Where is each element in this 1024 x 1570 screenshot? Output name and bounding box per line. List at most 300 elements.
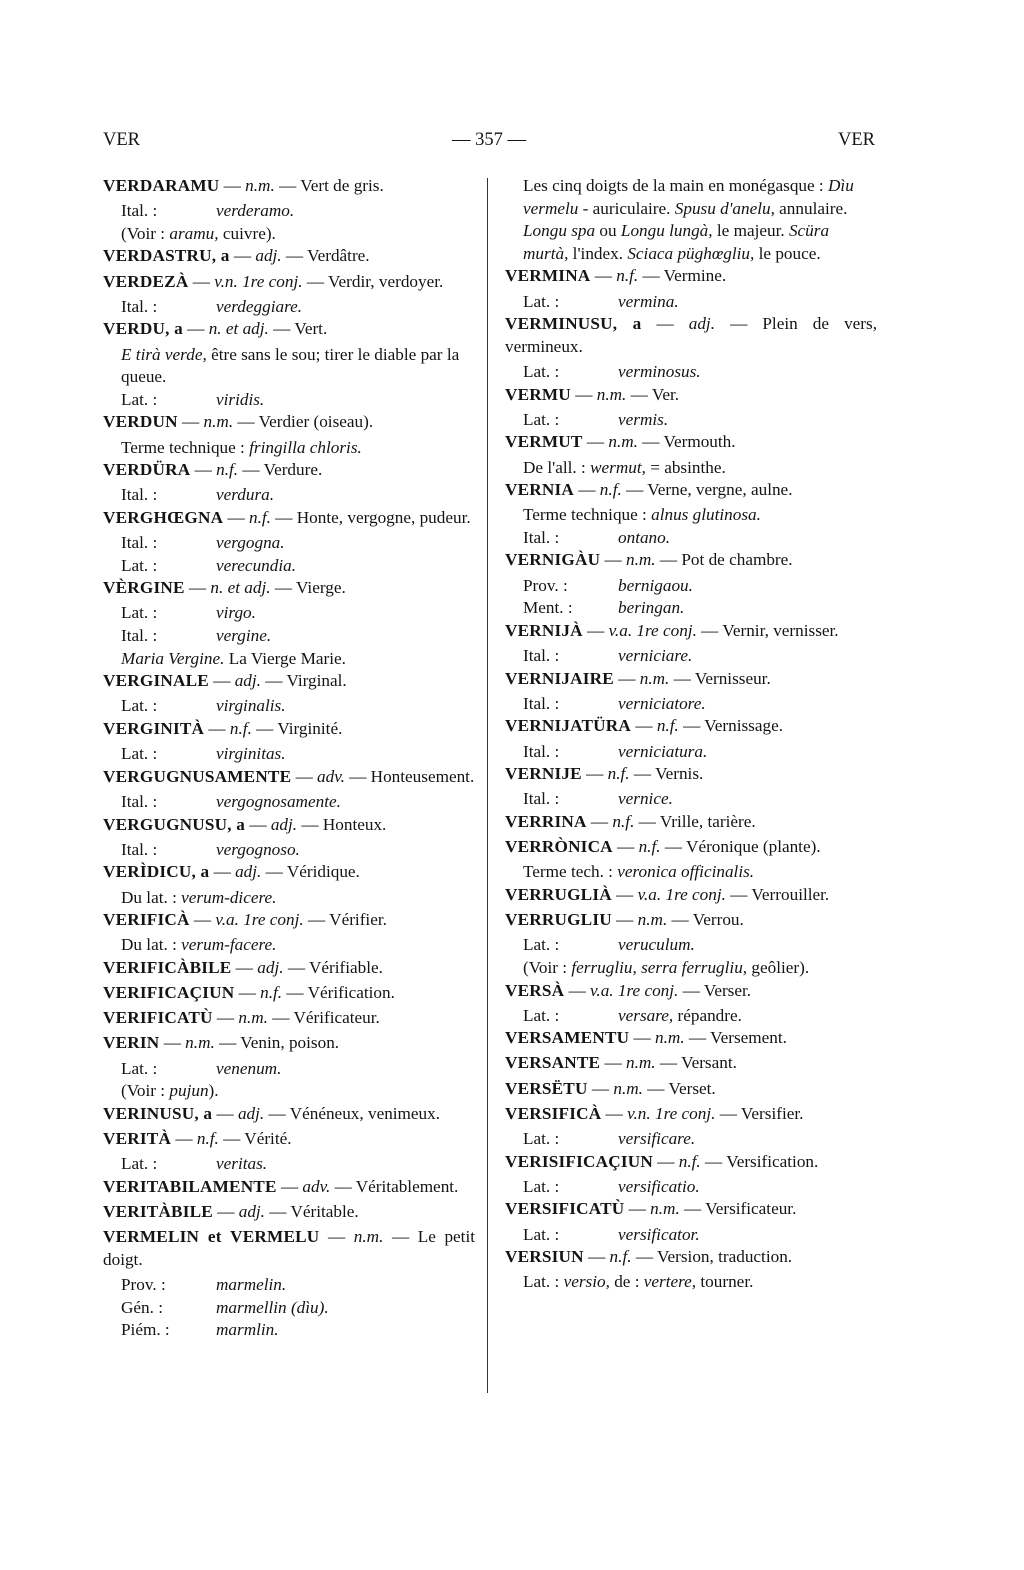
entry-definition: Verdâtre.: [307, 246, 370, 266]
note-italic-term: ferrugliu, serra ferrugliu,: [571, 957, 748, 977]
entry-headword: VERDARAMU: [103, 176, 220, 195]
etymology-label: Lat. :: [523, 291, 560, 311]
grammatical-category: n.m.: [625, 1053, 656, 1073]
note-text: cuivre).: [218, 223, 276, 243]
entry-headword: VERMELIN et VERMELU: [103, 1227, 320, 1247]
etymology-line: [103, 484, 475, 507]
grammatical-category: n.m.: [655, 1028, 685, 1048]
entry-definition: Honteux.: [322, 814, 387, 834]
etymology-label: Lat. :: [523, 361, 560, 381]
etymology-label: Ital. :: [523, 741, 560, 761]
entry-headword: VERSAMENTU: [505, 1028, 630, 1048]
entry-headword: VERGINALE: [103, 671, 209, 691]
note-line: [505, 504, 877, 527]
etymology-label: Ment. :: [523, 598, 573, 618]
dictionary-entry: VERSAMENTU — n.m. — Versement.: [505, 1028, 787, 1048]
dictionary-entry: VERNIA — n.f. — Verne, vergne, aulne.: [505, 480, 793, 500]
grammatical-category: n.m.: [639, 668, 670, 688]
entry-headword: VERNIGÀU: [505, 550, 601, 570]
etymology-word: verecundia.: [216, 555, 297, 575]
grammatical-category: adj.: [257, 957, 284, 977]
entry-headword: VERIFICATÙ: [103, 1008, 213, 1028]
grammatical-category: n.m.: [245, 176, 275, 195]
grammatical-category: n.m.: [608, 432, 638, 452]
entry-headword: VERRUGLIÀ: [505, 884, 612, 904]
dictionary-entry: VERDUN — n.m. — Verdier (oiseau).: [103, 412, 374, 432]
etymology-label: Ital. :: [121, 626, 158, 646]
grammatical-category: adj.: [688, 314, 715, 334]
etymology-label: Lat. :: [121, 696, 158, 716]
entry-definition: Vérifier.: [329, 910, 387, 930]
note-line: [103, 934, 475, 957]
etymology-note: répandre.: [673, 1005, 742, 1025]
entry-headword: VERGUGNUSU, a: [103, 814, 246, 834]
entry-definition: Verne, vergne, aulne.: [647, 480, 793, 500]
entry-definition: Versement.: [710, 1028, 787, 1048]
entry-definition: Honte, vergogne, pudeur.: [296, 507, 471, 527]
entry-headword: VERMUT: [505, 432, 583, 452]
etymology-line: [103, 1058, 475, 1081]
entry-definition: Véronique (plante).: [686, 837, 821, 857]
entry-headword: VERNIJATÜRA: [505, 716, 632, 736]
italic-term: Scüra murtà,: [523, 221, 830, 263]
italic-term: versio,: [563, 1272, 610, 1292]
etymology-line: [103, 1319, 475, 1342]
grammatical-category: v.a. 1re conj.: [637, 884, 726, 904]
example-expression: E tirà verde,: [121, 344, 207, 364]
dictionary-entry: VERMINA — n.f. — Vermine.: [505, 266, 727, 286]
left-column: [103, 175, 475, 1342]
etymology-line: [103, 1153, 475, 1176]
entry-definition: Versification.: [726, 1151, 819, 1171]
grammatical-category: n.f.: [678, 1151, 701, 1171]
note-text: Du lat. :: [121, 887, 182, 907]
entry-headword: VERDASTRU, a: [103, 246, 230, 266]
etymology-line: [103, 743, 475, 766]
etymology-word: veruculum.: [618, 935, 695, 955]
entry-definition: Verdier (oiseau).: [258, 412, 374, 432]
etymology-line: [103, 296, 475, 319]
grammatical-category: n.f.: [196, 1129, 219, 1149]
etymology-line: [103, 532, 475, 555]
entry-definition: Virginal.: [286, 671, 347, 691]
dictionary-entry: VERNIJÀ — v.a. 1re conj. — Vernir, vernisser.: [505, 620, 839, 640]
example-translation: La Vierge Marie.: [224, 648, 346, 668]
etymology-word: veritas.: [216, 1154, 268, 1174]
column-divider: [487, 178, 488, 1393]
etymology-line: [103, 695, 475, 718]
dictionary-entry: VERNIJE — n.f. — Vernis.: [505, 764, 704, 784]
example-phrase: [103, 648, 475, 671]
dictionary-entry: VERGUGNUSAMENTE — adv. — Honteusement.: [103, 766, 475, 786]
grammatical-category: n.f.: [260, 983, 283, 1003]
entry-headword: VERGINITÀ: [103, 719, 205, 738]
grammatical-category: n.m.: [637, 910, 668, 930]
etymology-word: viridis.: [216, 389, 265, 409]
italic-term: Longu lungà,: [620, 221, 713, 241]
entry-definition: Vrille, tarière.: [659, 811, 756, 831]
dictionary-entry: VERINUSU, a — adj. — Vénéneux, venimeux.: [103, 1103, 441, 1123]
dictionary-entry: VERSÀ — v.a. 1re conj. — Verser.: [505, 980, 752, 1000]
italic-term: Longu spa: [523, 221, 596, 241]
entry-definition: Vernir, vernisser.: [722, 620, 839, 640]
entry-definition: Venin, poison.: [240, 1033, 340, 1053]
etymology-label: Lat. :: [121, 1154, 158, 1174]
etymology-word: virginitas.: [216, 744, 286, 764]
grammatical-category: v.n. 1re conj.: [214, 271, 303, 291]
dictionary-entry: VERITÀBILE — adj. — Véritable.: [103, 1202, 359, 1221]
dictionary-entry: VERIFICÀ — v.a. 1re conj. — Vérifier.: [103, 910, 387, 930]
etymology-line: [505, 409, 877, 432]
etymology-label: Lat. :: [523, 1129, 560, 1149]
note-line: [505, 957, 877, 980]
grammatical-category: adj.: [238, 1202, 265, 1221]
dictionary-entry: VERSANTE — n.m. — Versant.: [505, 1053, 737, 1073]
etymology-line: [505, 788, 877, 811]
entry-headword: VÈRGINE: [103, 578, 185, 598]
etymology-word: ontano.: [618, 527, 671, 547]
entry-definition: Vénéneux, venimeux.: [289, 1103, 441, 1123]
etymology-label: Ital. :: [523, 693, 560, 713]
entry-definition: Vierge.: [296, 578, 346, 598]
dictionary-entry: VERIFICAÇIUN — n.f. — Vérification.: [103, 983, 395, 1003]
etymology-word: versificatio.: [618, 1176, 700, 1196]
etymology-line: [103, 791, 475, 814]
etymology-word: bernigaou.: [618, 575, 693, 595]
etymology-label: Ital. :: [121, 791, 158, 811]
etymology-line: [505, 1176, 877, 1199]
dictionary-entry: VERDASTRU, a — adj. — Verdâtre.: [103, 246, 370, 266]
note-italic-term: verum-dicere.: [181, 887, 277, 907]
etymology-line: [103, 1297, 475, 1320]
etymology-line: [103, 555, 475, 578]
etymology-line: [103, 200, 475, 223]
note-line: [505, 457, 877, 480]
etymology-label: Lat. :: [121, 555, 158, 575]
note-line: [103, 1080, 475, 1103]
dictionary-entry: VERMU — n.m. — Ver.: [505, 384, 680, 404]
etymology-line: [103, 839, 475, 862]
entry-headword: VERGUGNUSAMENTE: [103, 766, 292, 786]
etymology-label: Lat. :: [523, 1224, 560, 1244]
right-column: [505, 175, 877, 1294]
dictionary-entry: VERIN — n.m. — Venin, poison.: [103, 1033, 340, 1053]
etymology-line: [505, 741, 877, 764]
entry-definition: Véritable.: [290, 1202, 359, 1221]
etymology-word: verniciatura.: [618, 741, 708, 761]
note-line: [103, 437, 475, 460]
entry-definition: Vert de gris.: [300, 176, 384, 195]
grammatical-category: v.a. 1re conj.: [215, 910, 304, 930]
etymology-word: virgo.: [216, 603, 256, 623]
etymology-word: verniciare.: [618, 646, 693, 666]
grammatical-category: n.f.: [656, 716, 679, 736]
entry-headword: VERNIJÀ: [505, 620, 583, 640]
entry-definition: Vermouth.: [663, 432, 736, 452]
dictionary-entry: VERSIFICÀ — v.n. 1re conj. — Versifier.: [505, 1103, 804, 1123]
etymology-label: Ital. :: [121, 839, 158, 859]
paragraph-text: le majeur.: [712, 221, 789, 241]
entry-headword: VERIFICÀ: [103, 910, 190, 930]
dictionary-entry: VERISIFICAÇIUN — n.f. — Versification.: [505, 1151, 819, 1171]
dictionary-entry: VERDÜRA — n.f. — Verdure.: [103, 460, 323, 480]
entry-definition: Versificateur.: [705, 1199, 797, 1219]
etymology-line: [103, 602, 475, 625]
note-line: [103, 887, 475, 910]
entry-definition: Verdure.: [263, 460, 323, 480]
etymology-label: Lat. :: [121, 1058, 158, 1078]
etymology-word: vergine.: [216, 626, 272, 646]
italic-term: Dìu vermelu: [523, 176, 854, 218]
dictionary-entry: VERMELIN et VERMELU — n.m. — Le petit doigt.: [103, 1227, 475, 1269]
entry-definition: Version, traduction.: [657, 1247, 793, 1267]
italic-term: Sciaca püghœgliu,: [627, 243, 755, 263]
etymology-word: vergognosamente.: [216, 791, 341, 811]
page-number: — 357 —: [452, 130, 526, 150]
entry-headword: VERRINA: [505, 811, 587, 831]
entry-headword: VERGHŒGNA: [103, 507, 224, 527]
etymology-word: versificator.: [618, 1224, 700, 1244]
rich-paragraph: [505, 1271, 877, 1294]
etymology-word: verderamo.: [216, 201, 295, 221]
dictionary-entry: VERGINITÀ — n.f. — Virginité.: [103, 719, 343, 738]
entry-definition: Vérification.: [307, 983, 395, 1003]
etymology-label: Lat. :: [121, 603, 158, 623]
entry-definition: Pot de chambre.: [681, 550, 793, 570]
entry-definition: Ver.: [651, 384, 680, 404]
paragraph-text: tourner.: [696, 1272, 754, 1292]
entry-headword: VERIN: [103, 1033, 160, 1053]
note-text: Terme tech. :: [523, 862, 618, 882]
entry-definition: Véridique.: [286, 862, 360, 882]
grammatical-category: adj.: [235, 862, 262, 882]
note-italic-term: verum-facere.: [181, 935, 277, 955]
etymology-label: Prov. :: [523, 575, 568, 595]
dictionary-entry: VERGUGNUSU, a — adj. — Honteux.: [103, 814, 387, 834]
paragraph-text: ou: [595, 221, 621, 241]
dictionary-entry: VERÌDICU, a — adj. — Véridique.: [103, 862, 360, 882]
etymology-label: Ital. :: [523, 527, 560, 547]
note-italic-term: fringilla chloris.: [249, 437, 362, 457]
entry-headword: VERSËTU: [505, 1078, 588, 1098]
entry-definition: Verset.: [668, 1078, 716, 1098]
etymology-word: vergogna.: [216, 533, 285, 553]
dictionary-entry: VERIFICÀBILE — adj. — Vérifiable.: [103, 957, 383, 977]
etymology-word: marmlin.: [216, 1320, 279, 1340]
dictionary-entry: VERIFICATÙ — n.m. — Vérificateur.: [103, 1008, 380, 1028]
paragraph-text: annulaire.: [774, 198, 848, 218]
etymology-line: [103, 625, 475, 648]
entry-definition: Vert.: [294, 319, 328, 339]
grammatical-category: v.a. 1re conj.: [590, 980, 679, 1000]
entry-definition: Vernis.: [655, 764, 704, 784]
dictionary-entry: VERNIJAIRE — n.m. — Vernisseur.: [505, 668, 771, 688]
entry-definition: Plein de vers, vermineux.: [505, 314, 878, 356]
entry-headword: VERINUSU, a: [103, 1103, 213, 1123]
rich-paragraph: [505, 175, 877, 265]
dictionary-entry: VERMINUSU, a — adj. — Plein de vers, vermineux.: [505, 314, 878, 356]
dictionary-entry: VERSIUN — n.f. — Version, traduction.: [505, 1247, 793, 1267]
grammatical-category: n.m.: [185, 1033, 215, 1053]
grammatical-category: n.f.: [249, 507, 271, 527]
etymology-label: Lat. :: [523, 1176, 560, 1196]
dictionary-entry: VERITABILAMENTE — adv. — Véritablement.: [103, 1176, 459, 1196]
entry-definition: Verrouiller.: [751, 884, 830, 904]
grammatical-category: n.f.: [599, 480, 622, 500]
note-line: [103, 223, 475, 246]
note-italic-term: alnus glutinosa.: [651, 505, 761, 525]
dictionary-entry: VERRÒNICA — n.f. — Véronique (plante).: [505, 837, 821, 857]
note-text: ).: [208, 1081, 219, 1101]
note-text: (Voir :: [523, 957, 572, 977]
grammatical-category: n.m.: [203, 412, 234, 432]
etymology-word: vermina.: [618, 291, 679, 311]
dictionary-entry: VERNIGÀU — n.m. — Pot de chambre.: [505, 550, 793, 570]
etymology-word: virginalis.: [216, 696, 286, 716]
etymology-line: [505, 361, 877, 384]
dictionary-entry: VERGINALE — adj. — Virginal.: [103, 671, 347, 691]
entry-headword: VERRUGLIU: [505, 910, 612, 930]
etymology-word: verdura.: [216, 485, 275, 505]
etymology-line: [505, 645, 877, 668]
grammatical-category: n.f.: [229, 719, 252, 738]
etymology-line: [505, 1005, 877, 1028]
entry-definition: Vernissage.: [704, 716, 784, 736]
etymology-line: [505, 575, 877, 598]
grammatical-category: n.m.: [625, 550, 656, 570]
grammatical-category: adv.: [302, 1176, 331, 1196]
note-text: (Voir :: [121, 223, 170, 243]
note-text: Terme technique :: [121, 437, 250, 457]
etymology-line: [505, 597, 877, 620]
entry-headword: VERIFICAÇIUN: [103, 983, 235, 1003]
etymology-line: [103, 1274, 475, 1297]
etymology-word: versificare.: [618, 1129, 696, 1149]
grammatical-category: n.f.: [607, 764, 630, 784]
entry-headword: VERSÀ: [505, 980, 565, 1000]
etymology-line: [505, 1128, 877, 1151]
etymology-line: [505, 934, 877, 957]
dictionary-entry: VERRINA — n.f. — Vrille, tarière.: [505, 811, 756, 831]
italic-term: vertere,: [643, 1272, 697, 1292]
entry-headword: VERNIJE: [505, 764, 582, 784]
entry-definition: Versifier.: [740, 1103, 804, 1123]
etymology-label: Prov. :: [121, 1274, 166, 1294]
etymology-label: Ital. :: [121, 485, 158, 505]
entry-headword: VERNIJAIRE: [505, 668, 614, 688]
grammatical-category: n.m.: [238, 1008, 268, 1028]
entry-definition: Le petit doigt.: [103, 1227, 475, 1269]
etymology-label: Ital. :: [121, 201, 158, 221]
grammatical-category: n.m.: [353, 1227, 384, 1247]
entry-headword: VERDÜRA: [103, 460, 191, 480]
etymology-label: Ital. :: [523, 646, 560, 666]
paragraph-text: l'index.: [568, 243, 628, 263]
entry-definition: Vérificateur.: [293, 1008, 380, 1028]
note-line: [505, 861, 877, 884]
dictionary-entry: VÈRGINE — n. et adj. — Vierge.: [103, 578, 346, 598]
note-italic-term: veronica officinalis.: [617, 862, 755, 882]
grammatical-category: v.a. 1re conj.: [608, 620, 697, 640]
grammatical-category: n.m.: [650, 1199, 680, 1219]
etymology-word: beringan.: [618, 598, 685, 618]
etymology-label: Lat. :: [121, 744, 158, 764]
note-text: (Voir :: [121, 1081, 170, 1101]
etymology-label: Ital. :: [121, 296, 158, 316]
dictionary-entry: VERITÀ — n.f. — Vérité.: [103, 1129, 292, 1149]
grammatical-category: n.m.: [596, 384, 627, 404]
entry-headword: VERMINUSU, a: [505, 314, 642, 334]
grammatical-category: v.n. 1re conj.: [627, 1103, 716, 1123]
etymology-word: vergognoso.: [216, 839, 300, 859]
grammatical-category: adj.: [270, 814, 298, 834]
paragraph-text: Lat. :: [523, 1272, 564, 1292]
paragraph-text: Les cinq doigts de la main en monégasque :: [523, 176, 829, 195]
etymology-word: versare,: [618, 1005, 674, 1025]
etymology-word: marmellin (dìu).: [216, 1297, 329, 1317]
etymology-word: vermis.: [618, 409, 669, 429]
entry-headword: VERDEZÀ: [103, 271, 189, 291]
etymology-line: [505, 291, 877, 314]
etymology-word: marmelin.: [216, 1274, 287, 1294]
header-left-guide-word: VER: [103, 130, 140, 150]
entry-headword: VERSANTE: [505, 1053, 601, 1073]
paragraph-text: - auriculaire.: [578, 198, 675, 218]
entry-definition: Véritablement.: [355, 1176, 459, 1196]
note-text: Du lat. :: [121, 935, 182, 955]
page-header: [103, 130, 875, 160]
entry-definition: Vermine.: [663, 266, 727, 286]
entry-headword: VERSIFICÀ: [505, 1103, 602, 1123]
entry-definition: Versant.: [681, 1053, 737, 1073]
entry-headword: VERRÒNICA: [505, 837, 613, 857]
etymology-label: Lat. :: [523, 1005, 560, 1025]
entry-headword: VERIFICÀBILE: [103, 957, 232, 977]
etymology-label: Lat. :: [523, 935, 560, 955]
grammatical-category: adj.: [234, 671, 261, 691]
paragraph-text: le pouce.: [754, 243, 821, 263]
grammatical-category: n.m.: [613, 1078, 643, 1098]
etymology-line: [505, 693, 877, 716]
etymology-line: [505, 1224, 877, 1247]
entry-headword: VERDUN: [103, 412, 178, 432]
dictionary-entry: VERDARAMU — n.m. — Vert de gris.: [103, 176, 384, 195]
entry-definition: Vérité.: [244, 1129, 292, 1149]
etymology-word: verdeggiare.: [216, 296, 303, 316]
italic-term: Spusu d'anelu,: [674, 198, 775, 218]
example-phrase: [103, 344, 475, 389]
note-italic-term: wermut,: [590, 457, 646, 477]
etymology-line: [103, 389, 475, 412]
dictionary-entry: VERRUGLIÀ — v.a. 1re conj. — Verrouiller.: [505, 884, 830, 904]
entry-definition: Vernisseur.: [694, 668, 771, 688]
grammatical-category: n.f.: [216, 460, 239, 480]
entry-headword: VERISIFICAÇIUN: [505, 1151, 653, 1171]
entry-definition: Honteusement.: [370, 766, 475, 786]
note-text: Terme technique :: [523, 505, 652, 525]
etymology-word: verminosus.: [618, 361, 701, 381]
entry-headword: VERMU: [505, 384, 571, 404]
etymology-label: Ital. :: [523, 789, 560, 809]
dictionary-entry: VERSËTU — n.m. — Verset.: [505, 1078, 716, 1098]
grammatical-category: n. et adj.: [208, 319, 269, 339]
entry-headword: VERÌDICU, a: [103, 862, 210, 882]
note-text: = absinthe.: [645, 457, 726, 477]
entry-headword: VERSIUN: [505, 1247, 584, 1267]
entry-headword: VERMINA: [505, 266, 591, 286]
entry-definition: Verser.: [703, 980, 752, 1000]
entry-headword: VERITABILAMENTE: [103, 1176, 277, 1196]
